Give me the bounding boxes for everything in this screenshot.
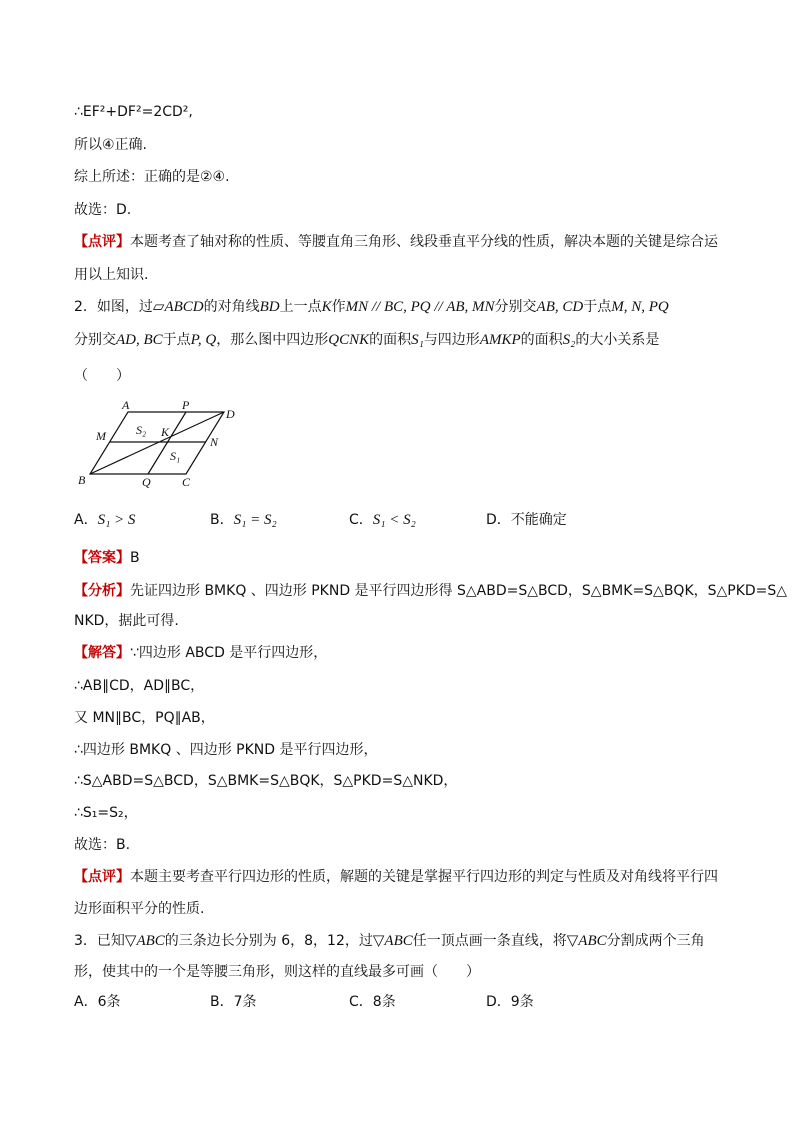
prev-solution-line-2: 所以④正确. bbox=[74, 137, 148, 153]
option-text: 9条 bbox=[510, 994, 534, 1010]
prev-solution-line-4: 故选：D. bbox=[74, 202, 132, 218]
option-letter: A． bbox=[74, 512, 98, 528]
option-letter: A． bbox=[74, 994, 98, 1010]
q2-text: 分别交 bbox=[74, 332, 116, 348]
option-text: 6条 bbox=[97, 994, 121, 1010]
q2-text: 分别交 bbox=[494, 299, 537, 315]
q3-math: ▽ABC bbox=[124, 933, 165, 949]
q2-answer-line bbox=[74, 548, 140, 568]
q2-comment-line-1 bbox=[74, 867, 718, 887]
prev-comment-line-1 bbox=[74, 232, 718, 252]
option-letter: C． bbox=[349, 994, 373, 1010]
q2-stem-line-2 bbox=[74, 330, 659, 350]
label-d: D bbox=[226, 407, 235, 421]
solution-text: ∵四边形 ABCD 是平行四边形， bbox=[130, 645, 328, 661]
option-letter: D． bbox=[486, 994, 511, 1010]
label-q: Q bbox=[142, 475, 151, 489]
q2-solution-line-5: ∴S△ABD=S△BCD，S△BMK=S△BQK，S△PKD=S△NKD， bbox=[74, 773, 458, 789]
q3-option-d[interactable] bbox=[486, 992, 534, 1012]
q2-math: AMKP bbox=[479, 332, 521, 348]
option-text: 不能确定 bbox=[510, 512, 567, 528]
label-n: N bbox=[210, 435, 219, 449]
q2-math: ▱ABCD bbox=[152, 299, 204, 315]
q2-solution-line-3: 又 MN∥BC，PQ∥AB， bbox=[74, 710, 215, 726]
q2-text: 的面积 bbox=[369, 332, 412, 348]
q3-option-a[interactable] bbox=[74, 992, 121, 1012]
comment-tag: 【点评】 bbox=[74, 869, 130, 885]
q3-stem-line-1 bbox=[74, 931, 705, 951]
q2-text: 的对角线 bbox=[203, 299, 260, 315]
q2-stem-line-1 bbox=[74, 297, 669, 317]
segment-pq bbox=[148, 412, 186, 474]
q2-math: BD bbox=[259, 299, 280, 315]
q3-option-b[interactable] bbox=[210, 992, 257, 1012]
parallelogram-figure bbox=[74, 398, 254, 490]
q2-text: 上一点 bbox=[279, 299, 322, 315]
q3-text: 任一顶点画一条直线，将 bbox=[412, 933, 567, 949]
option-text: 8条 bbox=[372, 994, 396, 1010]
q2-text: 于点 bbox=[583, 299, 612, 315]
q2-text: 的面积 bbox=[520, 332, 563, 348]
comment-text: 本题主要考查平行四边形的性质，解题的关键是掌握平行四边形的判定与性质及对角线将平行四 bbox=[130, 869, 718, 885]
label-k: K bbox=[161, 425, 170, 439]
option-math: S₁ > S bbox=[97, 512, 136, 528]
q2-text: 的大小关系是 bbox=[575, 332, 660, 348]
comment-tag: 【点评】 bbox=[74, 234, 130, 250]
q3-text: 3．已知 bbox=[74, 933, 125, 949]
q2-solution-line-6: ∴S₁=S₂， bbox=[74, 805, 138, 821]
label-s2: S₂ bbox=[136, 423, 147, 437]
q2-option-c[interactable] bbox=[349, 510, 416, 530]
q2-math: P, Q bbox=[190, 332, 217, 348]
analysis-text: 先证四边形 BMKQ 、四边形 PKND 是平行四边形得 S△ABD=S△BCD，S△BMK=S△BQK，S△PKD=S△ bbox=[130, 583, 788, 599]
prev-solution-line-1: ∴EF²+DF²=2CD², bbox=[74, 104, 193, 120]
comment-text: 本题考查了轴对称的性质、等腰直角三角形、线段垂直平分线的性质，解决本题的关键是综合运 bbox=[130, 234, 718, 250]
q2-math: AD, BC bbox=[116, 332, 163, 348]
q2-math: QCNK bbox=[328, 332, 370, 348]
label-a: A bbox=[122, 398, 130, 412]
q2-option-a[interactable] bbox=[74, 510, 135, 530]
option-text: 7条 bbox=[233, 994, 257, 1010]
q2-text: 与四边形 bbox=[423, 332, 480, 348]
q2-math: AB, CD bbox=[536, 299, 584, 315]
q2-solution-line-1 bbox=[74, 643, 327, 663]
q3-option-c[interactable] bbox=[349, 992, 396, 1012]
label-s1: S₁ bbox=[170, 449, 181, 463]
option-math: S₁ < S₂ bbox=[372, 512, 416, 528]
option-letter: B． bbox=[210, 512, 234, 528]
option-math: S₁ = S₂ bbox=[233, 512, 277, 528]
solution-tag: 【解答】 bbox=[74, 645, 130, 661]
q2-math: S₂ bbox=[562, 332, 576, 348]
q3-stem-line-2: 形，使其中的一个是等腰三角形，则这样的直线最多可画（ ） bbox=[74, 964, 480, 980]
q2-answer-blank: （ ） bbox=[74, 368, 130, 384]
q2-math: MN // BC, PQ // AB, MN bbox=[345, 299, 495, 315]
q2-math: S₁ bbox=[411, 332, 424, 348]
label-m: M bbox=[96, 429, 106, 443]
analysis-tag: 【分析】 bbox=[74, 583, 130, 599]
q2-analysis-line-1 bbox=[74, 581, 787, 601]
label-p: P bbox=[182, 398, 190, 412]
q2-text: 作 bbox=[331, 299, 346, 315]
q2-analysis-line-2: NKD，据此可得. bbox=[74, 613, 179, 629]
option-letter: D． bbox=[486, 512, 511, 528]
answer-tag: 【答案】 bbox=[74, 550, 130, 566]
q2-text: ，那么图中四边形 bbox=[216, 332, 329, 348]
label-b: B bbox=[78, 473, 86, 487]
q3-math: ▽ABC bbox=[372, 933, 413, 949]
q2-math: M, N, PQ bbox=[611, 299, 669, 315]
label-c: C bbox=[182, 475, 191, 489]
q2-text: 于点 bbox=[162, 332, 191, 348]
q2-option-b[interactable] bbox=[210, 510, 277, 530]
option-letter: B． bbox=[210, 994, 234, 1010]
prev-comment-line-2: 用以上知识. bbox=[74, 267, 149, 283]
q2-text: 2．如图，过 bbox=[74, 299, 153, 315]
q2-solution-line-4: ∴四边形 BMKQ 、四边形 PKND 是平行四边形， bbox=[74, 742, 378, 758]
answer-value: B bbox=[130, 550, 140, 566]
option-letter: C． bbox=[349, 512, 373, 528]
q3-text: 的三条边长分别为 6，8，12，过 bbox=[164, 933, 373, 949]
q2-math: K bbox=[321, 299, 332, 315]
q2-solution-line-2: ∴AB∥CD，AD∥BC， bbox=[74, 678, 205, 694]
q2-comment-line-2: 边形面积平分的性质. bbox=[74, 901, 205, 917]
q2-option-d[interactable] bbox=[486, 510, 567, 530]
q2-solution-line-7: 故选：B. bbox=[74, 837, 131, 853]
prev-solution-line-3: 综上所述：正确的是②④. bbox=[74, 169, 230, 185]
q3-math: ▽ABC bbox=[566, 933, 607, 949]
q3-text: 分割成两个三角 bbox=[606, 933, 705, 949]
diagonal-bd bbox=[90, 412, 224, 474]
